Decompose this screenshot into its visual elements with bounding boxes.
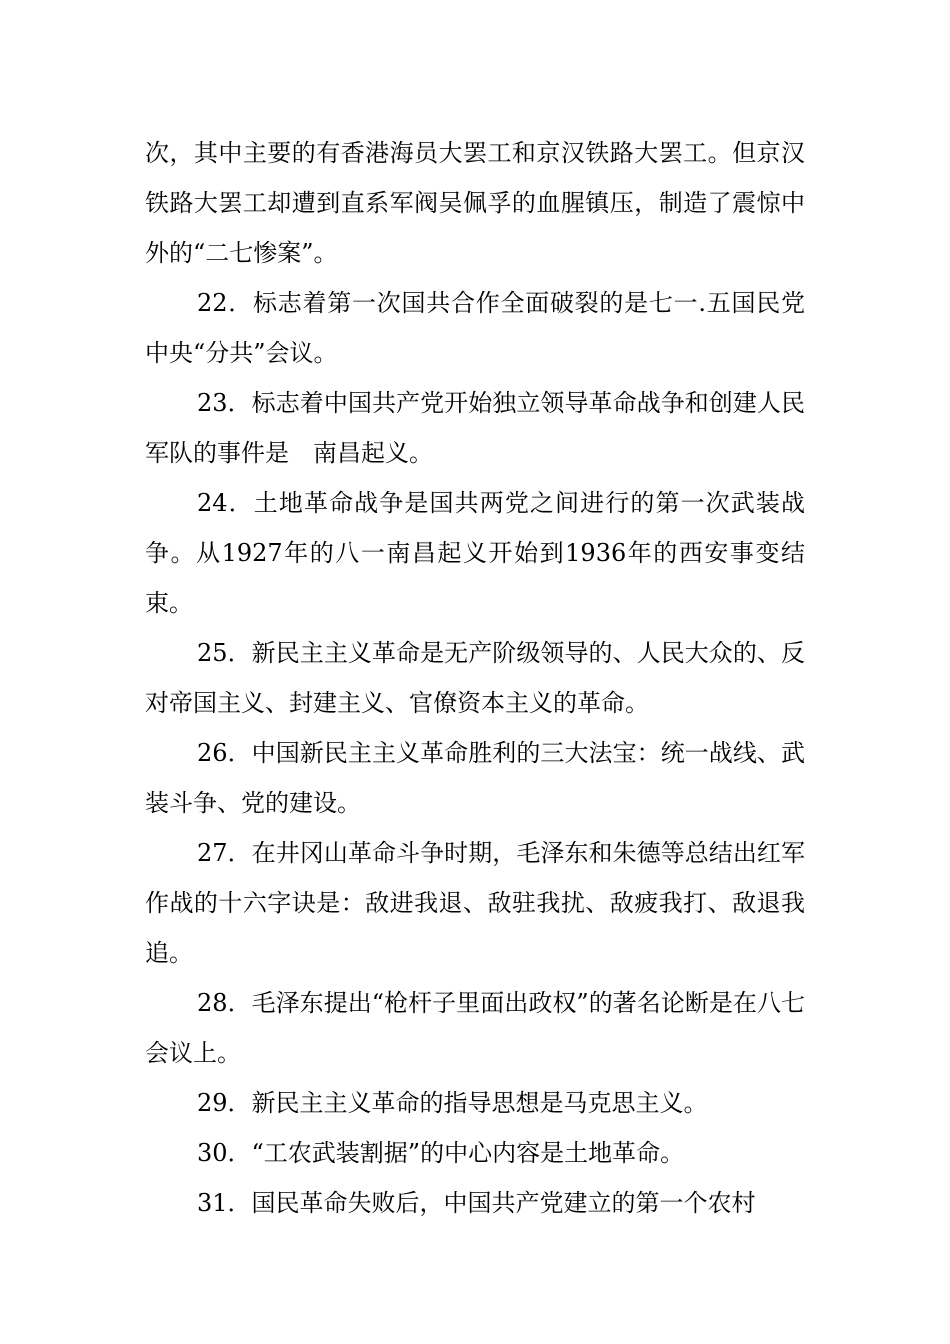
paragraph-continuation: 次，其中主要的有香港海员大罢工和京汉铁路大罢工。但京汉铁路大罢工却遭到直系军阀吴佩孚的血腥镇压，制造了震惊中外的“二七惨案”。 — [145, 139, 805, 267]
paragraph-item-28: 28．毛泽东提出“枪杆子里面出政权”的著名论断是在八七会议上。 — [145, 989, 805, 1067]
document-body — [145, 128, 805, 1228]
paragraph-item-25: 25．新民主主义革命是无产阶级领导的、人民大众的、反对帝国主义、封建主义、官僚资本主义的革命。 — [145, 639, 805, 717]
paragraph-item-23: 23．标志着中国共产党开始独立领导革命战争和创建人民军队的事件是 南昌起义。 — [145, 389, 805, 467]
paragraph-item-31: 31．国民革命失败后，中国共产党建立的第一个农村 — [197, 1189, 756, 1217]
paragraph-item-24: 24．土地革命战争是国共两党之间进行的第一次武装战争。从1927年的八一南昌起义开始到1936年的西安事变结束。 — [145, 489, 805, 617]
paragraph-item-29: 29．新民主主义革命的指导思想是马克思主义。 — [197, 1089, 708, 1117]
paragraph-item-30: 30．“工农武装割据”的中心内容是土地革命。 — [197, 1139, 685, 1167]
paragraph-item-27: 27．在井冈山革命斗争时期，毛泽东和朱德等总结出红军作战的十六字诀是：敌进我退、敌驻我扰、敌疲我打、敌退我追。 — [145, 839, 805, 967]
paragraph-item-22: 22．标志着第一次国共合作全面破裂的是七一.五国民党中央“分共”会议。 — [145, 289, 805, 367]
paragraph-item-26: 26．中国新民主主义革命胜利的三大法宝：统一战线、武装斗争、党的建设。 — [145, 739, 805, 817]
